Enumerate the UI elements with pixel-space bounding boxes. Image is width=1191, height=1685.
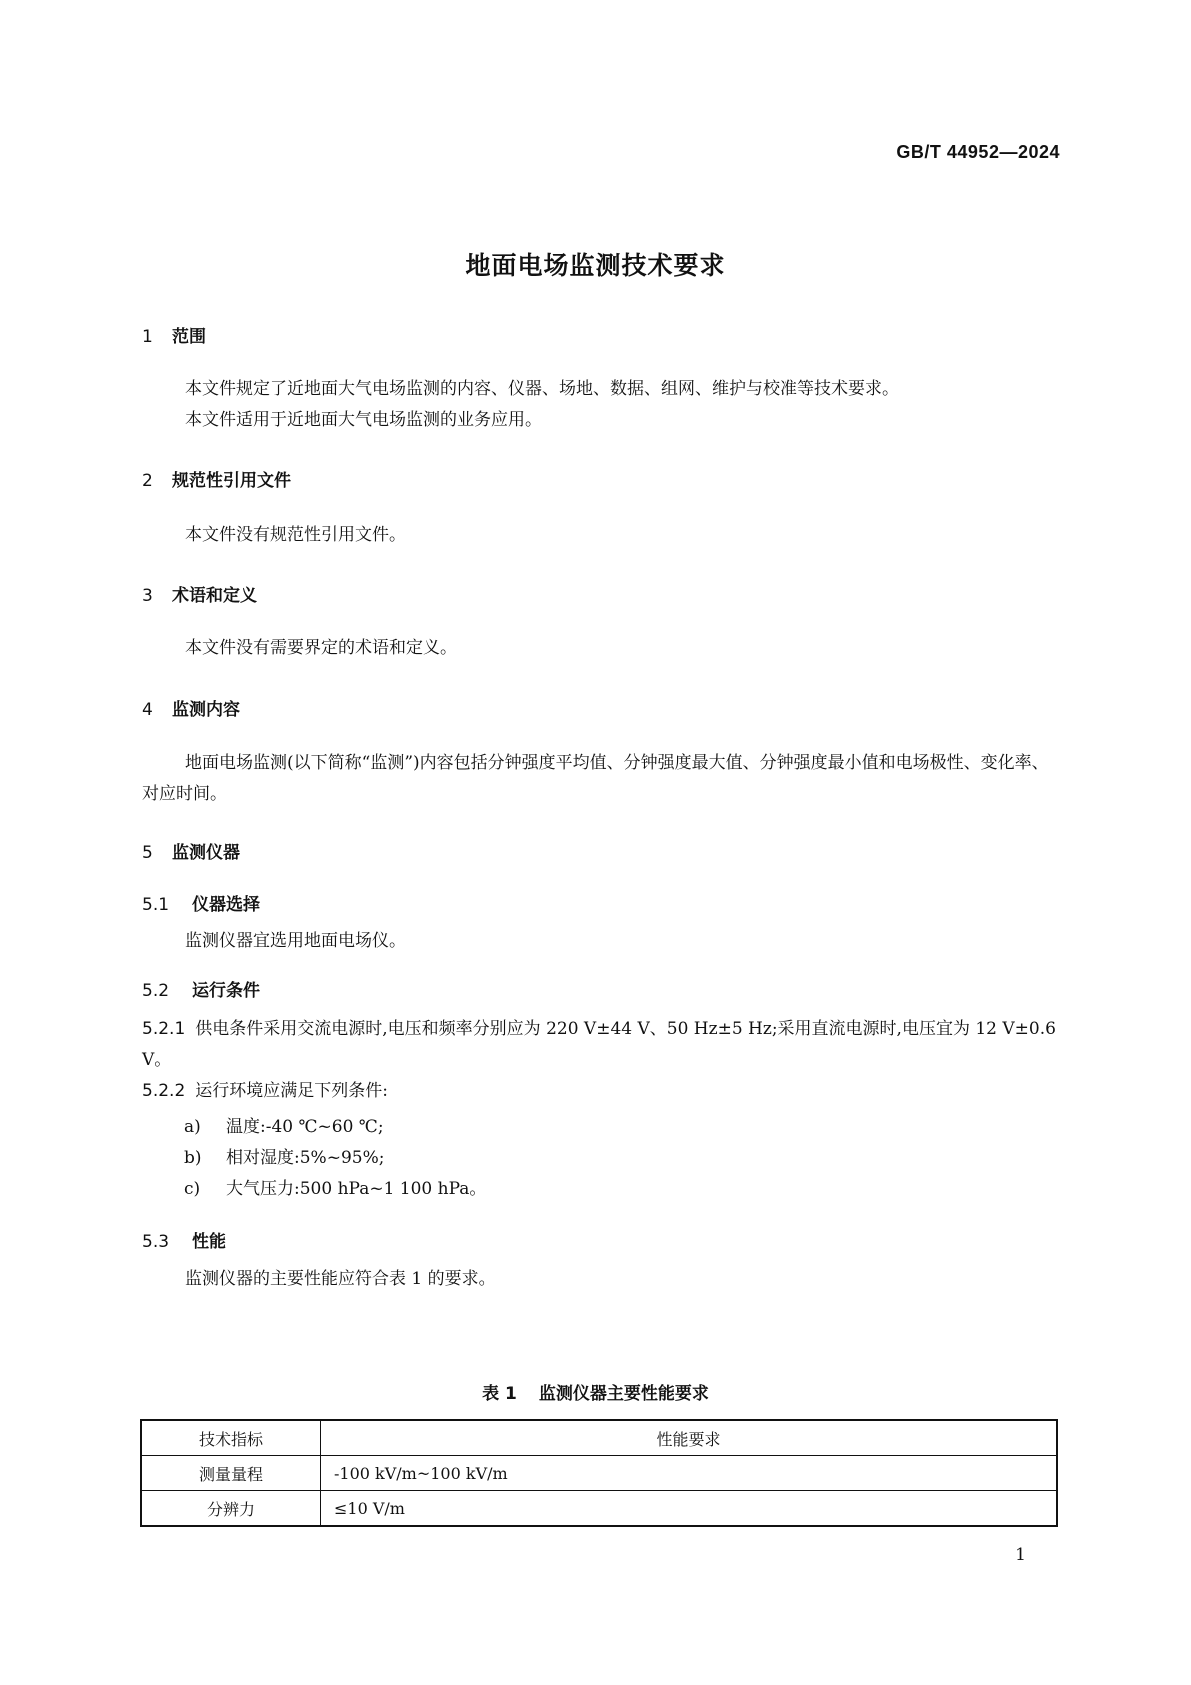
table-row xyxy=(141,1491,1057,1527)
section-number: 5.3 xyxy=(142,1232,170,1252)
section-title: 运行条件 xyxy=(192,981,260,1001)
section-4-heading xyxy=(142,695,240,720)
subsection-5-2-heading xyxy=(142,976,260,1001)
section-title: 监测仪器 xyxy=(172,843,240,863)
paragraph: 本文件没有需要界定的术语和定义。 xyxy=(185,638,457,658)
page-number: 1 xyxy=(1015,1545,1026,1565)
section-number: 4 xyxy=(142,700,153,720)
table-cell: -100 kV/m~100 kV/m xyxy=(321,1456,1058,1491)
table-label: 表 1 xyxy=(482,1384,517,1404)
section-title: 监测内容 xyxy=(172,700,240,720)
section-number: 5 xyxy=(142,843,153,863)
list-item xyxy=(184,1112,384,1137)
list-text: 大气压力:500 hPa~1 100 hPa。 xyxy=(226,1179,487,1199)
list-marker: c) xyxy=(184,1179,201,1199)
section-3-heading xyxy=(142,581,257,606)
list-marker: b) xyxy=(184,1148,202,1168)
clause-text: 运行环境应满足下列条件: xyxy=(195,1081,388,1101)
table-header-cell: 技术指标 xyxy=(141,1420,321,1456)
paragraph: 监测仪器宜选用地面电场仪。 xyxy=(185,931,406,951)
clause-number: 5.2.1 xyxy=(142,1019,186,1039)
section-2-heading xyxy=(142,466,291,491)
list-text: 相对湿度:5%~95%; xyxy=(226,1148,385,1168)
paragraph: 本文件没有规范性引用文件。 xyxy=(185,525,406,545)
section-number: 5.2 xyxy=(142,981,170,1001)
table-row xyxy=(141,1456,1057,1491)
clause-text: 供电条件采用交流电源时,电压和频率分别应为 220 V±44 V、50 Hz±5 Hz;采用直流电源时,电压宜为 12 V±0.6 V。 xyxy=(142,1019,1056,1070)
subsection-5-3-heading xyxy=(142,1227,226,1252)
clause-number: 5.2.2 xyxy=(142,1081,186,1101)
section-5-heading xyxy=(142,838,240,863)
section-number: 5.1 xyxy=(142,895,170,915)
section-number: 2 xyxy=(142,471,153,491)
table-header-cell: 性能要求 xyxy=(321,1420,1058,1456)
document-title: 地面电场监测技术要求 xyxy=(465,251,726,280)
paragraph: 监测仪器的主要性能应符合表 1 的要求。 xyxy=(185,1269,496,1289)
section-title: 术语和定义 xyxy=(172,586,257,606)
table-cell: 测量量程 xyxy=(141,1456,321,1491)
section-number: 3 xyxy=(142,586,153,606)
paragraph: 本文件规定了近地面大气电场监测的内容、仪器、场地、数据、组网、维护与校准等技术要求。 xyxy=(185,379,899,399)
list-text: 温度:-40 ℃~60 ℃; xyxy=(226,1117,384,1137)
list-marker: a) xyxy=(184,1117,201,1137)
clause-5-2-2 xyxy=(142,1076,1062,1107)
list-item xyxy=(184,1174,486,1199)
section-title: 规范性引用文件 xyxy=(172,471,291,491)
section-title: 范围 xyxy=(172,327,206,347)
table-caption xyxy=(0,1379,1191,1404)
section-number: 1 xyxy=(142,327,153,347)
standard-code: GB/T 44952—2024 xyxy=(896,142,1060,162)
table-header-row xyxy=(141,1420,1057,1456)
section-title: 仪器选择 xyxy=(192,895,260,915)
paragraph: 本文件适用于近地面大气电场监测的业务应用。 xyxy=(185,410,542,430)
table-cell: ≤10 V/m xyxy=(321,1491,1058,1527)
table-cell: 分辨力 xyxy=(141,1491,321,1527)
section-title: 性能 xyxy=(192,1232,226,1252)
paragraph: 地面电场监测(以下简称“监测”)内容包括分钟强度平均值、分钟强度最大值、分钟强度最小值和电场极性、变化率、对应时间。 xyxy=(142,753,1049,804)
subsection-5-1-heading xyxy=(142,890,260,915)
clause-5-2-1 xyxy=(142,1014,1062,1076)
section-1-heading xyxy=(142,322,206,347)
list-item xyxy=(184,1143,384,1168)
table-caption-text: 监测仪器主要性能要求 xyxy=(538,1384,709,1404)
performance-table xyxy=(140,1419,1058,1527)
